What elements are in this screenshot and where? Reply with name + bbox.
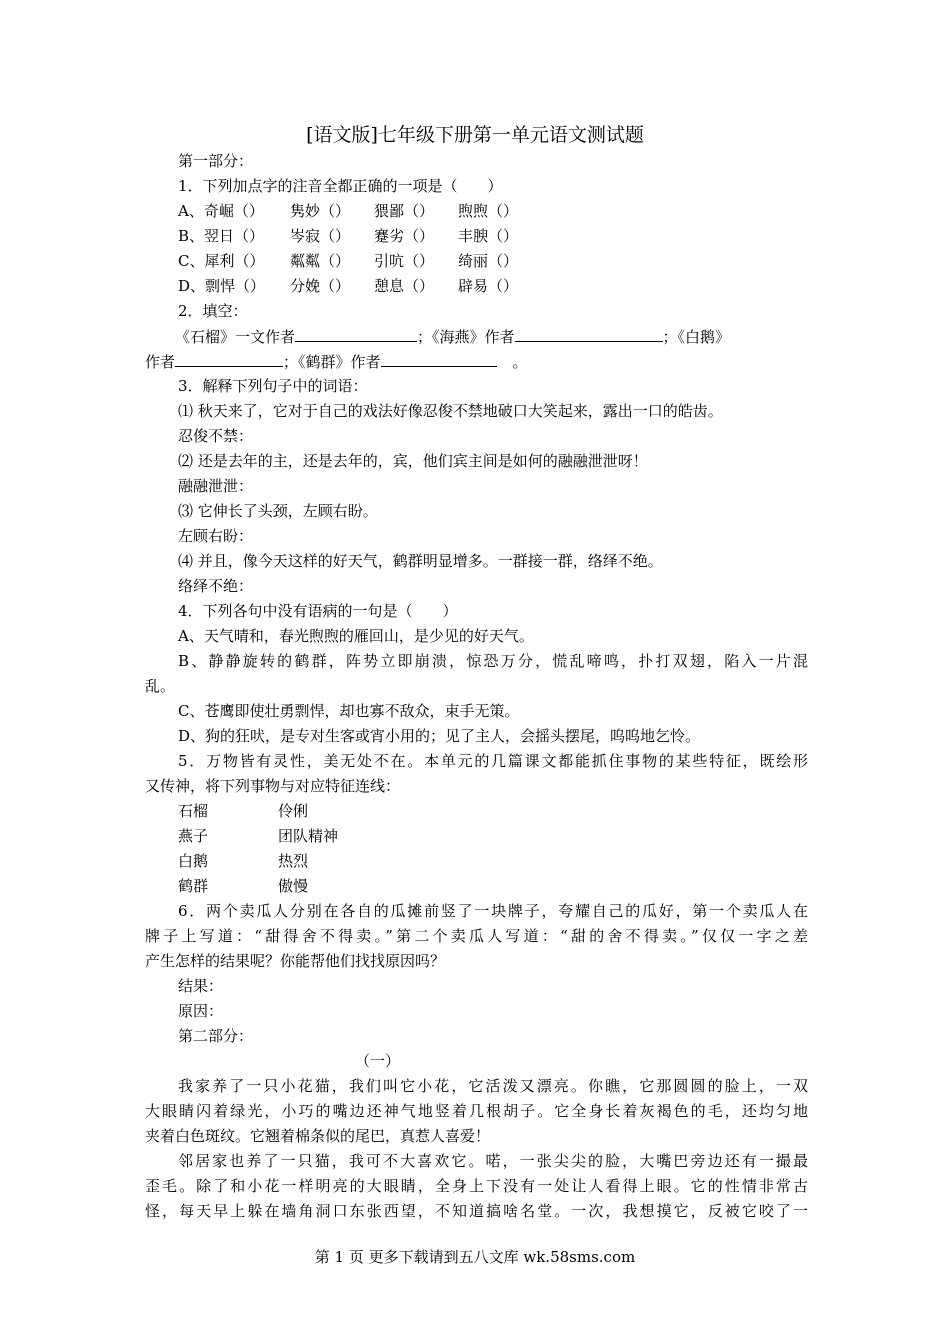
passage-line: 我家养了一只小花猫，我们叫它小花，它活泼又漂亮。你瞧，它那圆圆的脸上，一双 bbox=[178, 1077, 808, 1095]
match-item[interactable]: 鹤群 bbox=[178, 877, 209, 895]
answer-blank[interactable] bbox=[381, 349, 497, 367]
option-cell: 蹇劣（） bbox=[374, 227, 435, 245]
question-3-sentence-3: ⑶ 它伸长了头颈，左顾右盼。 bbox=[178, 502, 378, 520]
option-cell: C、犀利（） bbox=[178, 252, 265, 270]
option-cell: 引吭（） bbox=[374, 252, 435, 270]
fill-text: ；《白鹅》 bbox=[662, 328, 731, 346]
passage-line: 大眼睛闪着绿光，小巧的嘴边还神气地竖着几根胡子。它全身长着灰褐色的毛，还均匀地 bbox=[145, 1102, 808, 1120]
question-6-reason: 原因： bbox=[178, 1002, 224, 1020]
option-cell: 分娩（） bbox=[290, 277, 351, 295]
question-2-line-1 bbox=[175, 324, 730, 348]
match-row bbox=[178, 799, 378, 823]
match-row bbox=[178, 874, 378, 898]
passage-line: 歪毛。除了和小花一样明亮的大眼睛，全身上下没有一处让人看得上眼。它的性情非常古 bbox=[145, 1177, 808, 1195]
part-one-heading: 第一部分： bbox=[178, 152, 254, 170]
match-item[interactable]: 白鹅 bbox=[178, 852, 209, 870]
page-title: [语文版]七年级下册第一单元语文测试题 bbox=[306, 124, 644, 146]
match-trait[interactable]: 团队精神 bbox=[278, 827, 339, 845]
question-3-word-1: 忍俊不禁： bbox=[178, 427, 254, 445]
match-trait[interactable]: 傲慢 bbox=[278, 877, 309, 895]
option-cell: 辟易（） bbox=[458, 277, 519, 295]
question-4-stem: 4．下列各句中没有语病的一句是（ ） bbox=[178, 602, 458, 620]
match-row bbox=[178, 849, 378, 873]
option-cell: 丰腴（） bbox=[458, 227, 519, 245]
option-cell: A、奇崛（） bbox=[178, 202, 264, 220]
passage-line: 夹着白色斑纹。它翘着棉条似的尾巴，真惹人喜爱！ bbox=[145, 1127, 491, 1145]
part-two-heading: 第二部分： bbox=[178, 1027, 254, 1045]
answer-blank[interactable] bbox=[515, 324, 663, 342]
fill-text: ；《鹤群》作者 bbox=[283, 353, 381, 371]
question-3-stem: 3．解释下列句子中的词语： bbox=[178, 377, 368, 395]
fill-text: 。 bbox=[512, 353, 528, 371]
match-row bbox=[178, 824, 378, 848]
question-3-sentence-4: ⑷ 并且，像今天这样的好天气，鹤群明显增多。一群接一群，络绎不绝。 bbox=[178, 552, 663, 570]
option-cell: D、剽悍（） bbox=[178, 277, 266, 295]
question-4-option-d: D、狗的狂吠，是专对生客或宵小用的；见了主人，会摇头摆尾，呜呜地乞怜。 bbox=[178, 727, 701, 745]
option-cell: 煦煦（） bbox=[458, 202, 519, 220]
question-6-result: 结果： bbox=[178, 977, 224, 995]
question-3-word-4: 络绎不绝： bbox=[178, 577, 254, 595]
question-1-option-a bbox=[178, 199, 578, 223]
match-item[interactable]: 燕子 bbox=[178, 827, 209, 845]
match-item[interactable]: 石榴 bbox=[178, 802, 209, 820]
option-cell: B、翌日（） bbox=[178, 227, 265, 245]
match-trait[interactable]: 热烈 bbox=[278, 852, 309, 870]
passage-line: 怪，每天早上躲在墙角洞口东张西望，不知道搞啥名堂。一次，我想摸它，反被它咬了一 bbox=[145, 1202, 808, 1220]
option-cell: 憩息（） bbox=[374, 277, 435, 295]
option-cell: 隽妙（） bbox=[290, 202, 351, 220]
question-2-stem: 2．填空： bbox=[178, 302, 248, 320]
question-3-word-2: 融融泄泄： bbox=[178, 477, 254, 495]
question-5-stem: 5．万物皆有灵性，美无处不在。本单元的几篇课文都能抓住事物的某些特征，既绘形 bbox=[178, 752, 808, 770]
match-trait[interactable]: 伶俐 bbox=[278, 802, 309, 820]
question-6-line-1: 6．两个卖瓜人分别在各自的瓜摊前竖了一块牌子，夸耀自己的瓜好，第一个卖瓜人在 bbox=[178, 902, 808, 920]
question-3-word-3: 左顾右盼： bbox=[178, 527, 254, 545]
question-1-option-b bbox=[178, 224, 578, 248]
question-1-option-c bbox=[178, 249, 578, 273]
fill-text: 《石榴》一文作者 bbox=[175, 328, 296, 346]
question-6-line-2: 牌子上写道：“甜得舍不得卖。”第二个卖瓜人写道：“甜的舍不得卖。”仅仅一字之差 bbox=[145, 927, 808, 945]
page-footer: 第 1 页 更多下载请到五八文库 wk.58sms.com bbox=[314, 1248, 636, 1266]
question-6-line-3: 产生怎样的结果呢？你能帮他们找找原因吗？ bbox=[145, 952, 446, 970]
question-4-option-b-cont: 乱。 bbox=[145, 677, 176, 695]
question-4-option-b: B、静静旋转的鹤群，阵势立即崩溃，惊恐万分，慌乱啼鸣，扑打双翅，陷入一片混 bbox=[178, 652, 808, 670]
fill-text: ；《海燕》作者 bbox=[417, 328, 515, 346]
question-1-option-d bbox=[178, 274, 578, 298]
question-3-sentence-1: ⑴ 秋天来了，它对于自己的戏法好像忍俊不禁地破口大笑起来，露出一口的皓齿。 bbox=[178, 402, 723, 420]
question-2-line-2 bbox=[145, 349, 528, 373]
fill-text: 作者 bbox=[145, 353, 176, 371]
option-cell: 岑寂（） bbox=[290, 227, 351, 245]
option-cell: 粼粼（） bbox=[290, 252, 351, 270]
section-heading: （一） bbox=[355, 1052, 401, 1070]
question-4-option-a: A、天气晴和，春光煦煦的雁回山，是少见的好天气。 bbox=[178, 627, 534, 645]
question-4-option-c: C、苍鹰即使壮勇剽悍，却也寡不敌众，束手无策。 bbox=[178, 702, 520, 720]
option-cell: 猥鄙（） bbox=[374, 202, 435, 220]
answer-blank[interactable] bbox=[295, 324, 417, 342]
question-1-stem: 1．下列加点字的注音全都正确的一项是（ ） bbox=[178, 177, 503, 195]
question-5-stem-cont: 又传神，将下列事物与对应特征连线： bbox=[145, 777, 401, 795]
question-3-sentence-2: ⑵ 还是去年的主，还是去年的，宾，他们宾主间是如何的融融泄泄呀！ bbox=[178, 452, 648, 470]
option-cell: 绮丽（） bbox=[458, 252, 519, 270]
passage-line: 邻居家也养了一只猫，我可不大喜欢它。喏，一张尖尖的脸，大嘴巴旁边还有一撮最 bbox=[178, 1152, 808, 1170]
answer-blank[interactable] bbox=[175, 349, 283, 367]
